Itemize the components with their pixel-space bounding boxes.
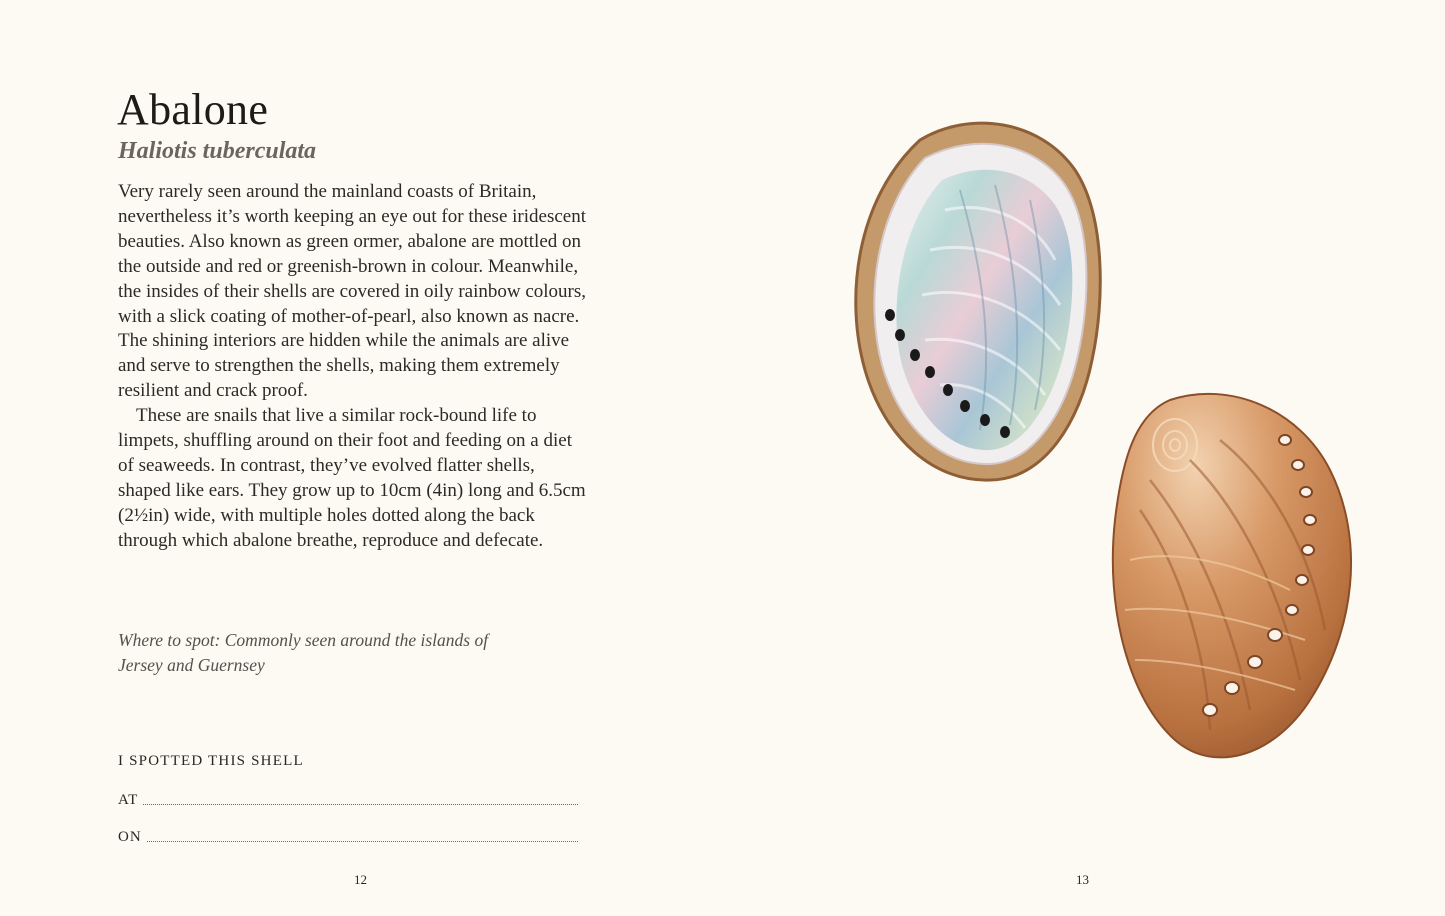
- latin-name: Haliotis tuberculata: [118, 138, 317, 164]
- on-row: [118, 824, 578, 846]
- at-fill-line: [143, 804, 578, 805]
- abalone-exterior-shell: [1113, 394, 1351, 758]
- body-paragraph-1: Very rarely seen around the mainland coasts of Britain, nevertheless it’s worth keeping an eye out for these iridescent beauties. Also known as green ormer, abalone are mottled on the outside and red or greenish-brown in colour. Meanwhile, the insides of their shells are covered in oily rainbow colours, with a slick coating of mother-of-pearl, also known as nacre. The shining interiors are hidden while the animals are alive and serve to strengthen the shells, making them extremely resilient and crack proof.: [118, 181, 587, 402]
- on-label: ON: [118, 829, 142, 845]
- page-title: Abalone: [117, 85, 269, 134]
- at-row: [118, 787, 578, 809]
- page-number-right: 13: [1076, 872, 1089, 887]
- abalone-shells-illustration: [830, 110, 1390, 790]
- where-to-spot: Where to spot: Commonly seen around the islands of Jersey and Guernsey: [118, 630, 489, 675]
- at-label: AT: [118, 792, 139, 808]
- spotted-heading: I SPOTTED THIS SHELL: [118, 753, 304, 769]
- body-paragraph-2: These are snails that live a similar rock-bound life to limpets, shuffling around on their foot and feeding on a diet of seaweeds. In contrast, they’ve evolved flatter shells, shaped like ears. They grow up to 10cm (4in) long and 6.5cm (2½in) wide, with multiple holes dotted along the back through which abalone breathe, reproduce and defecate.: [118, 405, 586, 551]
- body-text: [118, 180, 588, 554]
- on-fill-line: [147, 841, 578, 842]
- spotted-form: [118, 750, 578, 846]
- page-number-left: 12: [354, 872, 367, 887]
- abalone-interior-shell: [856, 123, 1100, 480]
